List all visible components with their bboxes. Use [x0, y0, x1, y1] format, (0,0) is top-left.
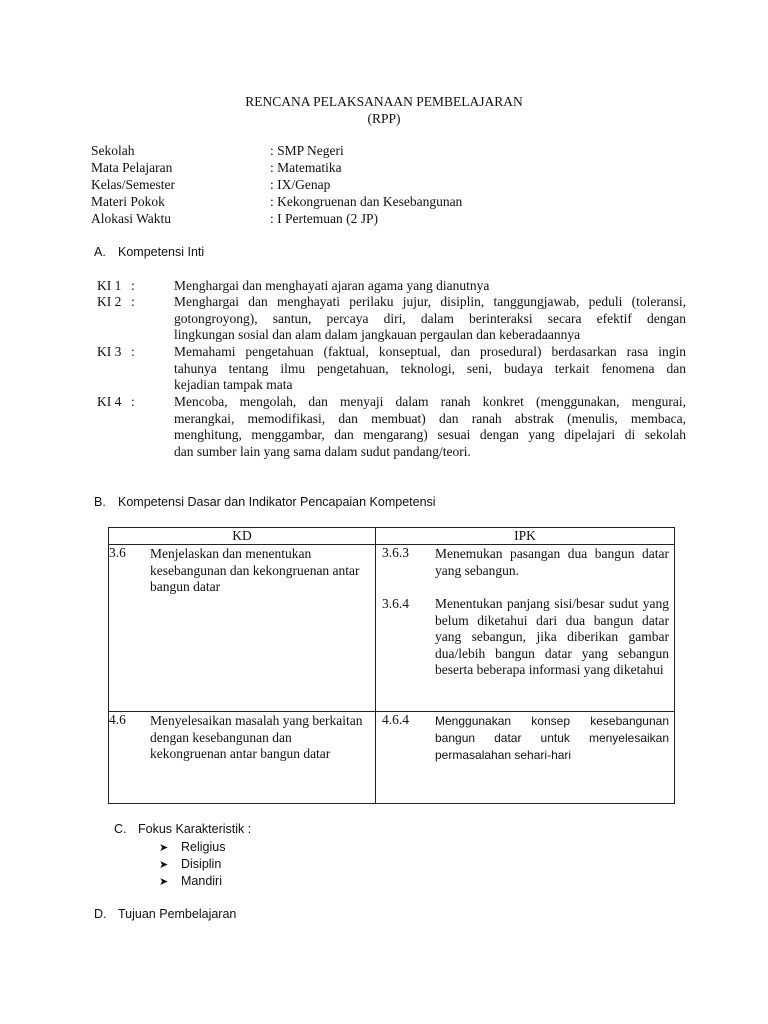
section-d-heading — [94, 907, 236, 921]
ki-1-line: Menghargai dan menghayati ajaran agama yang dianutnya — [174, 278, 490, 293]
ki-4-code: KI 4 — [97, 394, 122, 409]
identity-label-time: Alokasi Waktu — [91, 211, 172, 226]
kd-text: Menjelaskan dan menentukan kesebangunan dan kekongruenan antar bangun datar — [150, 546, 360, 594]
section-d-letter: D. — [94, 907, 107, 921]
ki-3-line: kejadian tampak mata — [174, 377, 293, 392]
identity-label-subject: Mata Pelajaran — [91, 160, 173, 175]
section-a-letter: A. — [94, 245, 106, 259]
section-c-heading — [114, 822, 251, 836]
ki-1-code: KI 1 — [97, 278, 122, 293]
identity-label-class: Kelas/Semester — [91, 177, 175, 192]
table-header-row — [109, 528, 675, 545]
arrow-bullet-icon: ➤ — [159, 876, 169, 888]
list-item — [159, 857, 221, 871]
identity-value-school: : SMP Negeri — [270, 143, 344, 158]
ki-4-line: dan sumber lain yang sama dalam sudut pandang/teori. — [174, 443, 471, 459]
identity-label-topic: Materi Pokok — [91, 194, 165, 209]
ki-2-line: Menghargai dan menghayati perilaku jujur, disiplin, tanggungjawab, peduli (toleransi, — [174, 294, 686, 309]
ki-2-text — [174, 294, 686, 344]
ki-3-line: tahunya tentang ilmu pengetahuan, teknologi, seni, budaya terkait fenomena dan — [174, 360, 686, 376]
list-item-label: Disiplin — [181, 857, 222, 871]
ipk-text: Menemukan pasangan dua bangun datar yang sebangun. — [435, 546, 669, 578]
ki-4-line: merangkai, memodifikasi, dan membuat) dan ranah abstrak (menulis, membaca, — [174, 410, 686, 426]
table-header-kd: KD — [109, 528, 376, 545]
identity-value-subject: : Matematika — [270, 160, 342, 175]
identity-label-school: Sekolah — [91, 143, 135, 158]
ipk-number: 3.6.3 — [382, 545, 409, 560]
ipk-cell-4-6 — [376, 712, 675, 804]
document-title: RENCANA PELAKSANAAN PEMBELAJARAN — [245, 94, 523, 109]
ipk-number: 3.6.4 — [382, 596, 409, 611]
kd-text: Menyelesaikan masalah yang berkaitan dengan kesebangunan dan kekongruenan antar bangun datar — [150, 713, 363, 761]
ki-2-line: lingkungan sosial dan alam dalam jangkauan pergaulan dan keberadaannya — [174, 327, 581, 342]
identity-value-time: : I Pertemuan (2 JP) — [270, 211, 378, 226]
kd-number: 4.6 — [109, 712, 126, 727]
section-b-title: Kompetensi Dasar dan Indikator Pencapaian Kompetensi — [118, 495, 436, 509]
list-item-label: Religius — [181, 840, 226, 854]
kd-cell-3-6 — [109, 545, 376, 712]
ki-3-code: KI 3 — [97, 344, 122, 359]
table-row — [109, 545, 675, 712]
identity-value-topic: : Kekongruenan dan Kesebangunan — [270, 194, 463, 209]
section-b-heading — [94, 495, 436, 509]
arrow-bullet-icon: ➤ — [159, 859, 169, 871]
table-row — [109, 712, 675, 804]
ki-4-text — [174, 394, 686, 460]
section-b-letter: B. — [94, 495, 106, 509]
ki-3-text — [174, 344, 686, 394]
section-c-letter: C. — [114, 822, 127, 836]
kd-number: 3.6 — [109, 545, 126, 560]
ki-2-line: gotongroyong), santun, percaya diri, dalam berinteraksi secara efektif dengan — [174, 310, 686, 326]
arrow-bullet-icon: ➤ — [159, 842, 169, 854]
ki-3-line: Memahami pengetahuan (faktual, konseptual, dan prosedural) berdasarkan rasa ingin — [174, 344, 686, 359]
identity-value-class: : IX/Genap — [270, 177, 331, 192]
ki-2-code: KI 2 — [97, 294, 122, 309]
ki-1-colon: : — [131, 278, 135, 293]
list-item-label: Mandiri — [181, 874, 222, 888]
kd-ipk-table — [108, 527, 675, 804]
ki-3-colon: : — [131, 344, 135, 359]
table-header-ipk: IPK — [376, 528, 675, 545]
document-subtitle: (RPP) — [367, 111, 401, 126]
ki-4-line: menghitung, menggambar, dan mengarang) sesuai dengan yang dipelajari di sekolah — [174, 427, 686, 442]
section-d-title: Tujuan Pembelajaran — [118, 907, 237, 921]
ipk-text: Menentukan panjang sisi/besar sudut yang belum diketahui dari dua bangun datar yang sebangun, jika diberikan gambar dua/lebih bangun datar yang sebangun beserta beberapa informasi yang diketahui — [435, 596, 669, 677]
ipk-cell-3-6 — [376, 545, 675, 712]
ipk-number: 4.6.4 — [382, 712, 409, 727]
list-item — [159, 874, 222, 888]
section-c-title: Fokus Karakteristik : — [138, 822, 252, 836]
ki-4-colon: : — [131, 394, 135, 409]
section-a-title: Kompetensi Inti — [118, 245, 205, 259]
ki-1-text — [174, 278, 686, 295]
ki-4-line: Mencoba, mengolah, dan menyaji dalam ranah konkret (menggunakan, mengurai, — [174, 394, 686, 409]
kd-cell-4-6 — [109, 712, 376, 804]
ki-2-colon: : — [131, 294, 135, 309]
list-item — [159, 840, 225, 854]
section-a-heading — [94, 245, 204, 259]
ipk-text: Menggunakan konsep kesebangunan bangun datar untuk menyelesaikan permasalahan sehari-hari — [435, 714, 669, 762]
